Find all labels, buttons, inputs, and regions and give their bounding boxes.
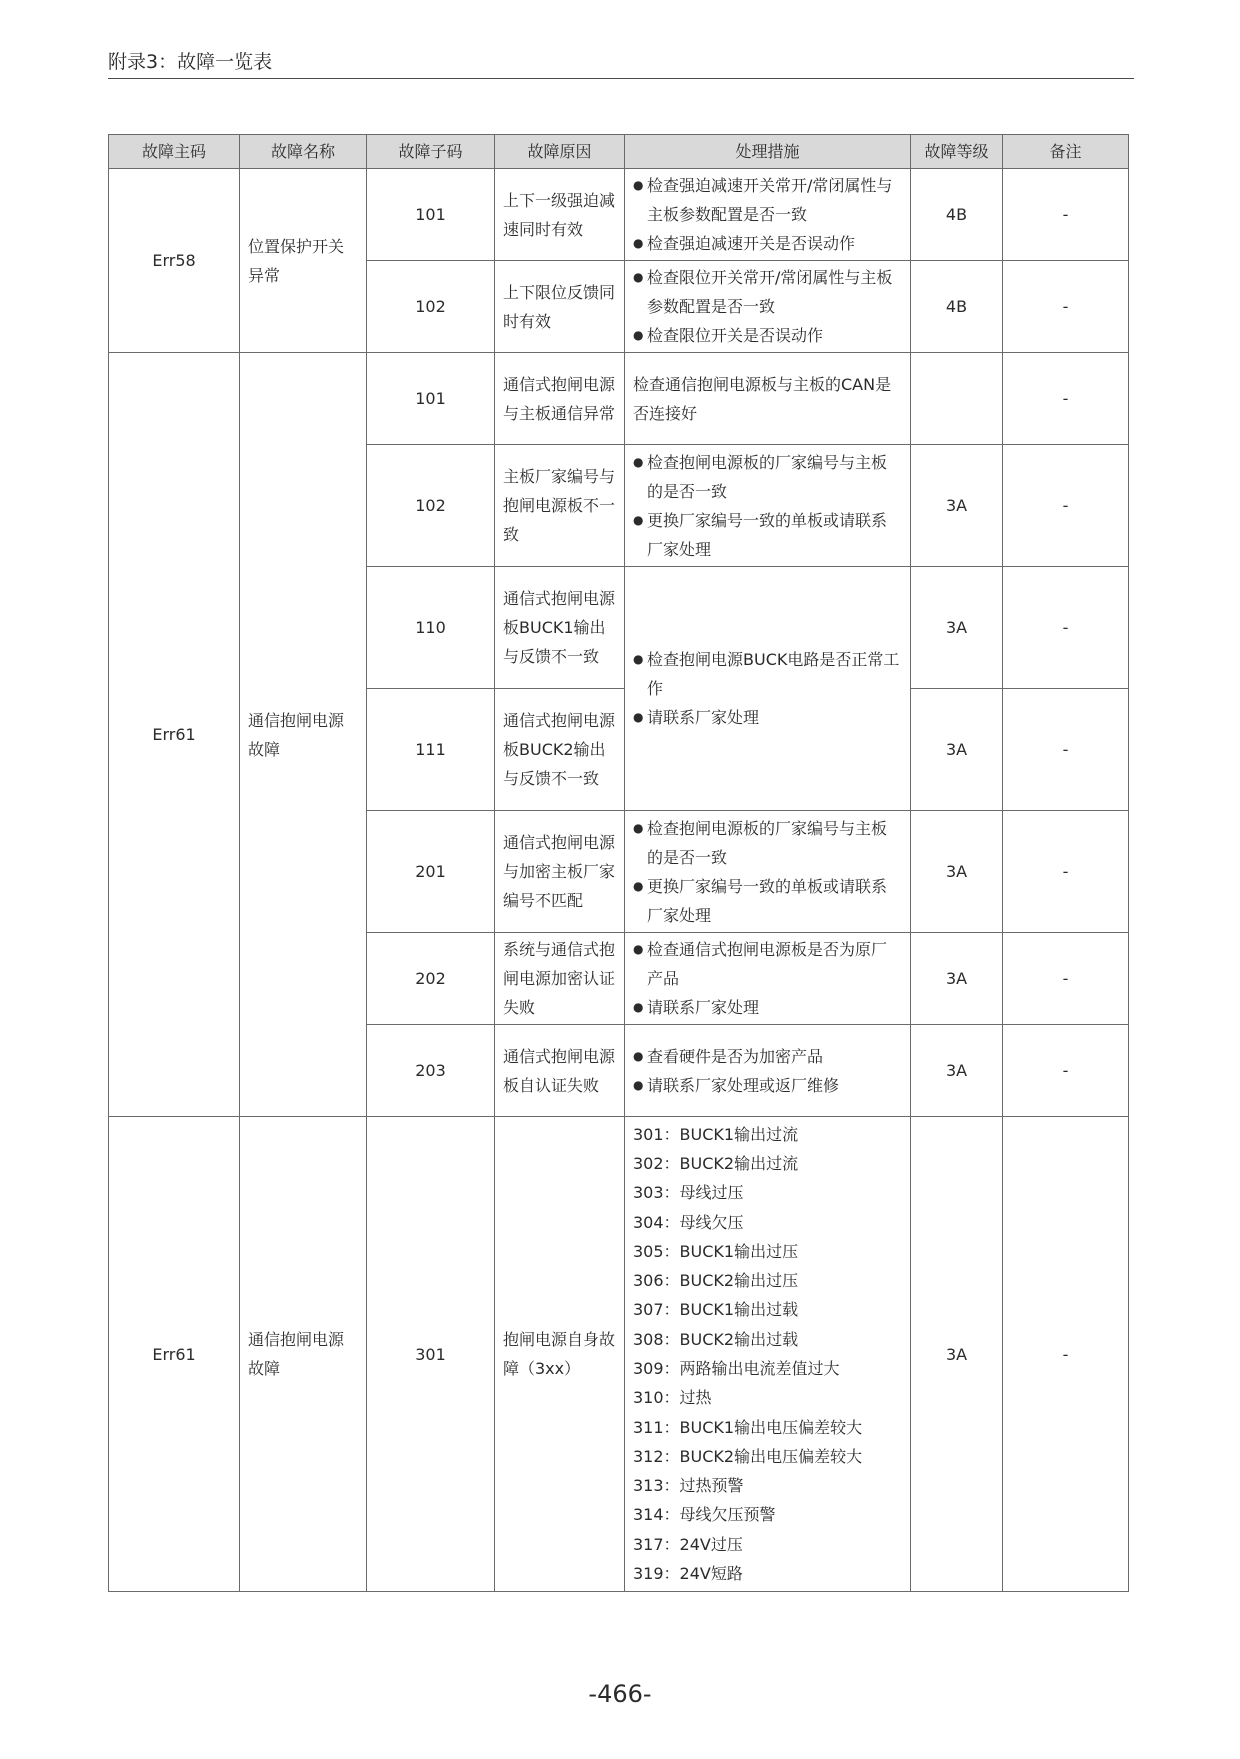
level-cell: 3A: [911, 1117, 1003, 1592]
sub-code-cell: 110: [367, 567, 495, 689]
sub-fault-item: 313：过热预警: [633, 1476, 744, 1496]
cause-cell: 通信式抱闸电源与加密主板厂家编号不匹配: [495, 811, 625, 933]
measure-cell: [625, 261, 911, 353]
fault-name-cell: 位置保护开关异常: [240, 169, 367, 353]
sub-fault-item: 306：BUCK2输出过压: [633, 1271, 799, 1291]
sub-code-cell: 102: [367, 261, 495, 353]
cause-cell: 通信式抱闸电源板BUCK2输出与反馈不一致: [495, 689, 625, 811]
level-cell: 3A: [911, 445, 1003, 567]
bullet-icon: ●: [633, 1048, 644, 1063]
cause-cell: 通信式抱闸电源板自认证失败: [495, 1025, 625, 1117]
sub-code-cell: 111: [367, 689, 495, 811]
bullet-icon: ●: [633, 454, 644, 469]
fault-name-cell: 通信抱闸电源故障: [240, 353, 367, 1117]
page-header: 附录3：故障一览表: [108, 51, 273, 73]
note-cell: -: [1003, 169, 1129, 261]
cause-cell: 主板厂家编号与抱闸电源板不一致: [495, 445, 625, 567]
sub-fault-item: 302：BUCK2输出过流: [633, 1153, 799, 1173]
note-cell: -: [1003, 689, 1129, 811]
bullet-icon: ●: [633, 820, 644, 835]
sub-fault-item: 314：母线欠压预警: [633, 1505, 776, 1525]
sub-code-cell: 201: [367, 811, 495, 933]
measure-item: ● 检查抱闸电源BUCK电路是否正常工作: [633, 645, 902, 703]
measure-item: ● 更换厂家编号一致的单板或请联系厂家处理: [633, 872, 902, 930]
measure-item: ● 请联系厂家处理: [633, 703, 902, 732]
bullet-icon: ●: [633, 652, 644, 666]
measure-cell: [625, 169, 911, 261]
note-cell: -: [1003, 353, 1129, 445]
level-cell: 3A: [911, 933, 1003, 1025]
sub-fault-item: 319：24V短路: [633, 1564, 743, 1584]
sub-fault-item: 312：BUCK2输出电压偏差较大: [633, 1446, 863, 1466]
column-header: 故障主码: [109, 135, 240, 169]
bullet-icon: ●: [633, 878, 644, 893]
column-header: 备注: [1003, 135, 1129, 169]
measure-item: ● 检查通信式抱闸电源板是否为原厂产品: [633, 935, 902, 993]
bullet-icon: ●: [633, 1000, 644, 1014]
sub-code-cell: 203: [367, 1025, 495, 1117]
measure-item: ● 检查强迫减速开关是否误动作: [633, 229, 902, 258]
sub-code-cell: 101: [367, 353, 495, 445]
sub-fault-item: 304：母线欠压: [633, 1212, 744, 1232]
level-cell: 3A: [911, 1025, 1003, 1117]
measure-cell: [625, 567, 911, 811]
measure-cell: 检查通信抱闸电源板与主板的CAN是否连接好: [625, 353, 911, 445]
sub-fault-item: 308：BUCK2输出过载: [633, 1329, 799, 1349]
measure-cell: [625, 933, 911, 1025]
sub-fault-item: 307：BUCK1输出过载: [633, 1300, 799, 1320]
sub-fault-item: 309：两路输出电流差值过大: [633, 1359, 840, 1378]
note-cell: -: [1003, 567, 1129, 689]
sub-fault-item: 301：BUCK1输出过流: [633, 1124, 799, 1144]
level-cell: [911, 353, 1003, 445]
table-row: [109, 169, 1129, 261]
note-cell: -: [1003, 261, 1129, 353]
main-code-cell: Err58: [109, 169, 240, 353]
sub-fault-item: 305：BUCK1输出过压: [633, 1241, 799, 1261]
bullet-icon: ●: [633, 328, 644, 342]
column-header: 处理措施: [625, 135, 911, 169]
column-header: 故障等级: [911, 135, 1003, 169]
note-cell: -: [1003, 933, 1129, 1025]
note-cell: -: [1003, 811, 1129, 933]
column-header: 故障子码: [367, 135, 495, 169]
measure-item: ● 检查抱闸电源板的厂家编号与主板的是否一致: [633, 448, 902, 506]
column-header: 故障名称: [240, 135, 367, 169]
sub-fault-item: 311：BUCK1输出电压偏差较大: [633, 1417, 863, 1437]
table-row: [109, 1117, 1129, 1592]
measure-item: ● 检查强迫减速开关常开/常闭属性与主板参数配置是否一致: [633, 171, 902, 229]
cause-cell: 系统与通信式抱闸电源加密认证失败: [495, 933, 625, 1025]
fault-name-cell: 通信抱闸电源故障: [240, 1117, 367, 1592]
measure-item: ● 请联系厂家处理: [633, 993, 902, 1022]
cause-cell: 上下限位反馈同时有效: [495, 261, 625, 353]
measure-item: ● 查看硬件是否为加密产品: [633, 1042, 902, 1071]
level-cell: 3A: [911, 689, 1003, 811]
bullet-icon: ●: [633, 710, 644, 724]
measure-cell: [625, 811, 911, 933]
bullet-icon: ●: [633, 942, 644, 956]
cause-cell: 上下一级强迫减速同时有效: [495, 169, 625, 261]
main-code-cell: Err61: [109, 1117, 240, 1592]
level-cell: 4B: [911, 169, 1003, 261]
sub-fault-item: 303：母线过压: [633, 1183, 744, 1203]
measure-item: ● 请联系厂家处理或返厂维修: [633, 1071, 902, 1100]
page-number: -466-: [588, 1680, 652, 1708]
sub-code-cell: 202: [367, 933, 495, 1025]
note-cell: -: [1003, 1117, 1129, 1592]
measure-cell: [625, 445, 911, 567]
sub-fault-item: 310：过热: [633, 1388, 712, 1408]
measure-item: ● 检查抱闸电源板的厂家编号与主板的是否一致: [633, 814, 902, 872]
note-cell: -: [1003, 1025, 1129, 1117]
cause-cell: 通信式抱闸电源与主板通信异常: [495, 353, 625, 445]
header-divider: [108, 78, 1134, 79]
table-row: [109, 353, 1129, 445]
fault-table: [108, 134, 1129, 1592]
sub-code-cell: 301: [367, 1117, 495, 1592]
bullet-icon: ●: [633, 178, 644, 192]
cause-cell: 抱闸电源自身故障（3xx）: [495, 1117, 625, 1592]
sub-fault-item: 317：24V过压: [633, 1534, 743, 1554]
measure-item: ● 检查限位开关常开/常闭属性与主板参数配置是否一致: [633, 263, 902, 321]
level-cell: 3A: [911, 567, 1003, 689]
bullet-icon: ●: [633, 1077, 644, 1092]
column-header: 故障原因: [495, 135, 625, 169]
measure-item: ● 更换厂家编号一致的单板或请联系厂家处理: [633, 506, 902, 564]
bullet-icon: ●: [633, 270, 644, 284]
sub-fault-list: [625, 1117, 911, 1592]
measure-item: ● 检查限位开关是否误动作: [633, 321, 902, 350]
sub-code-cell: 102: [367, 445, 495, 567]
bullet-icon: ●: [633, 512, 644, 527]
measure-cell: [625, 1025, 911, 1117]
bullet-icon: ●: [633, 236, 644, 250]
cause-cell: 通信式抱闸电源板BUCK1输出与反馈不一致: [495, 567, 625, 689]
level-cell: 3A: [911, 811, 1003, 933]
level-cell: 4B: [911, 261, 1003, 353]
sub-code-cell: 101: [367, 169, 495, 261]
note-cell: -: [1003, 445, 1129, 567]
table-header-row: [109, 135, 1129, 169]
main-code-cell: Err61: [109, 353, 240, 1117]
